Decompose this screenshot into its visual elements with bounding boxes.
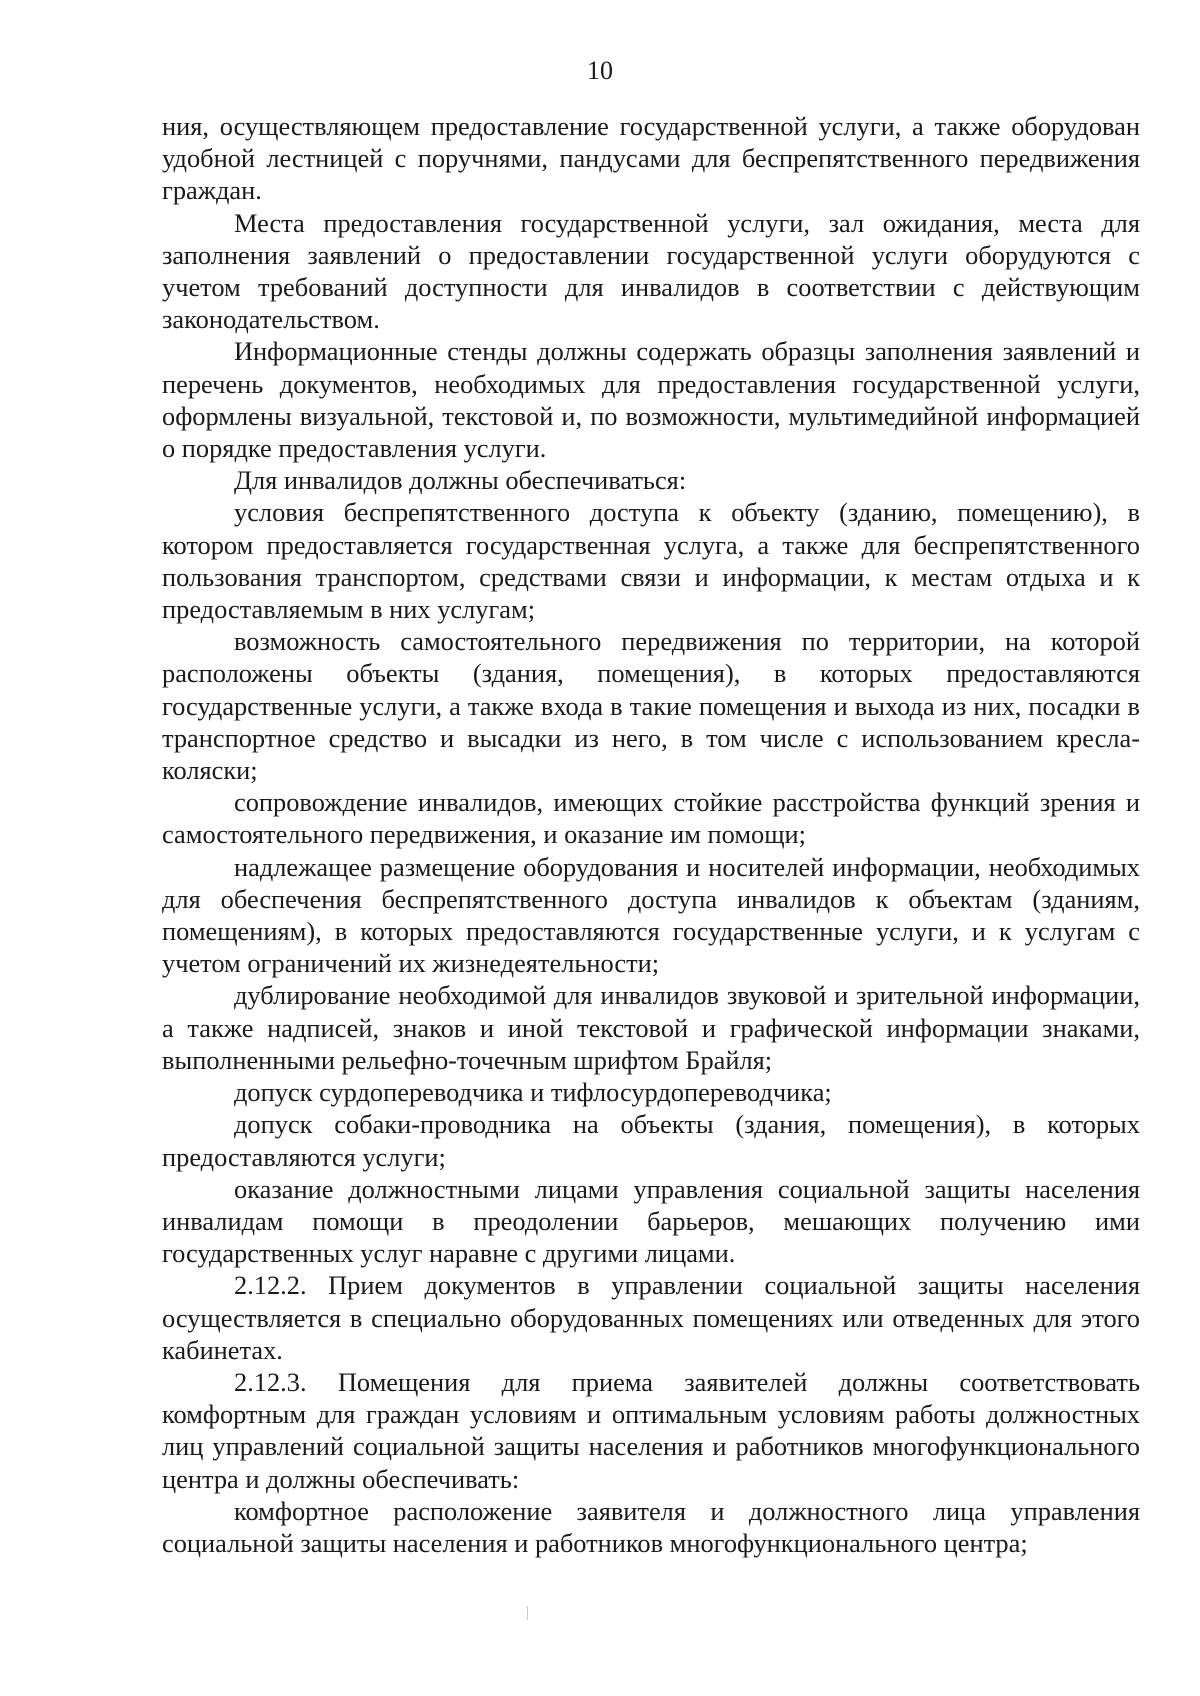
scan-artifact xyxy=(527,1606,528,1620)
list-item-unobstructed-access: условия беспрепятственного доступа к объекту (зданию, помещению), в котором предоставляется государственная услуга, а также для беспрепятственного пользования транспортом, средствами связи и информации, к местам отдыха и к предоставляемым в них услугам; xyxy=(162,497,1140,625)
page-number: 10 xyxy=(587,56,613,85)
paragraph-info-stands: Информационные стенды должны содержать образцы заполнения заявлений и перечень документов, необходимых для предоставления государственной услуги, оформлены визуальной, текстовой и, по возможности, мультимедийной информацией о порядке предоставления услуги. xyxy=(162,336,1140,464)
paragraph-section-2-12-2: 2.12.2. Прием документов в управлении социальной защиты населения осуществляется в специально оборудованных помещениях или отведенных для этого кабинетах. xyxy=(162,1270,1140,1365)
list-item-guide-dog: допуск собаки-проводника на объекты (здания, помещения), в которых предоставляются услуги; xyxy=(162,1109,1140,1172)
list-item-independent-movement: возможность самостоятельного передвижения по территории, на которой расположены объекты (здания, помещения), в которых предоставляются государственные услуги, а также входа в такие помещения и выхода из них, посадки в транспортное средство и высадки из него, в том числе с использованием кресла-коляски; xyxy=(162,626,1140,786)
list-item-escort: сопровождение инвалидов, имеющих стойкие расстройства функций зрения и самостоятельного передвижения, и оказание им помощи; xyxy=(162,787,1140,850)
paragraph-section-2-12-3: 2.12.3. Помещения для приема заявителей должны соответствовать комфортным для граждан условиям и оптимальным условиям работы должностных лиц управлений социальной защиты населения и работников многофункционального центра и должны обеспечивать: xyxy=(162,1366,1140,1494)
paragraph-continuation: ния, осуществляющем предоставление государственной услуги, а также оборудован удобной лестницей с поручнями, пандусами для беспрепятственного передвижения граждан. xyxy=(162,111,1140,206)
document-body xyxy=(162,110,1140,1559)
list-item-equipment-placement: надлежащее размещение оборудования и носителей информации, необходимых для обеспечения беспрепятственного доступа инвалидов к объектам (зданиям, помещениям), в которых предоставляются государственные услуги, и к услугам с учетом ограничений их жизнедеятельности; xyxy=(162,851,1140,979)
list-item-braille-duplication: дублирование необходимой для инвалидов звуковой и зрительной информации, а также надписей, знаков и иной текстовой и графической информации знаками, выполненными рельефно-точечным шрифтом Брайля; xyxy=(162,980,1140,1075)
paragraph-service-places: Места предоставления государственной услуги, зал ожидания, места для заполнения заявлений о предоставлении государственной услуги оборудуются с учетом требований доступности для инвалидов в соответствии с действующим законодательством. xyxy=(162,207,1140,335)
list-item-comfortable-placement: комфортное расположение заявителя и должностного лица управления социальной защиты населения и работников многофункционального центра; xyxy=(162,1495,1140,1558)
paragraph-disabled-intro: Для инвалидов должны обеспечиваться: xyxy=(234,465,687,496)
list-item-staff-assistance: оказание должностными лицами управления социальной защиты населения инвалидам помощи в преодолении барьеров, мешающих получению ими государственных услуг наравне с другими лицами. xyxy=(162,1173,1140,1269)
list-item-sign-interpreter: допуск сурдопереводчика и тифлосурдопереводчика; xyxy=(234,1077,832,1108)
